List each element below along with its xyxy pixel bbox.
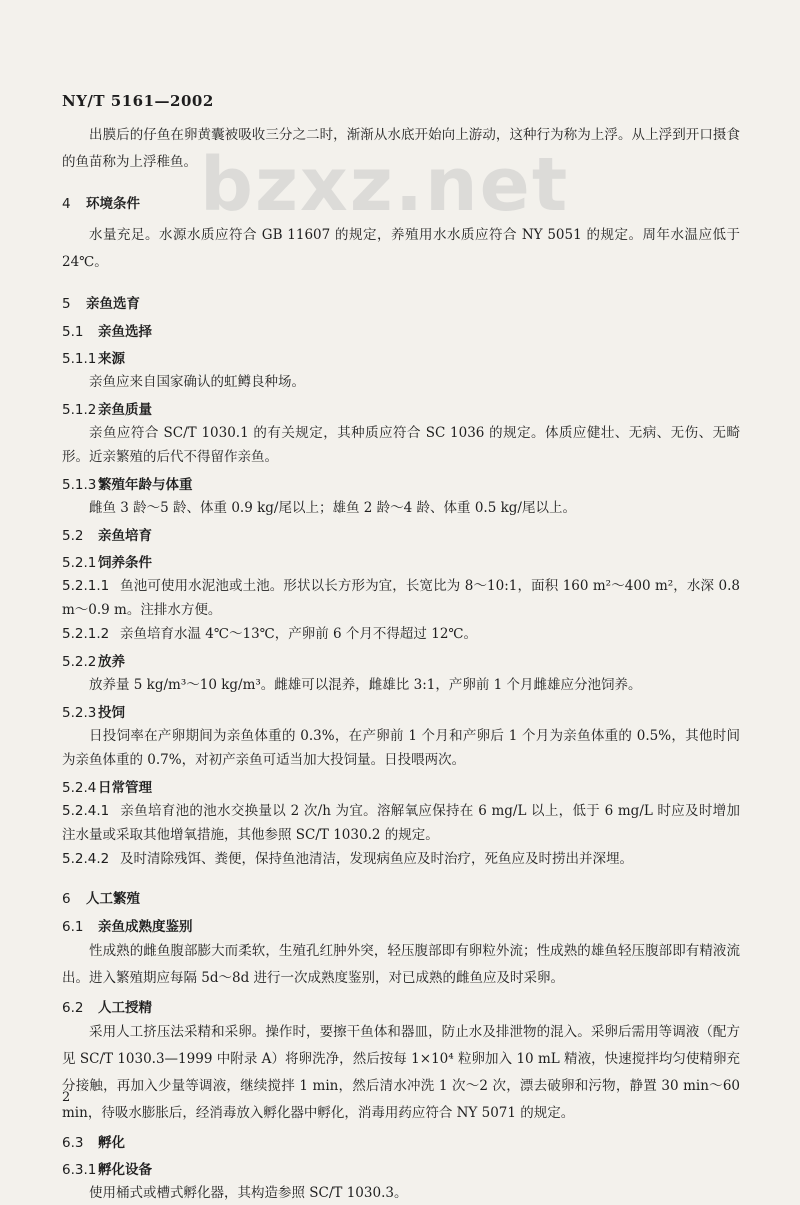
section-4-heading: 4 环境条件 xyxy=(62,196,140,212)
section-5-2-4-2: 5.2.4.2 及时清除残饵、粪便，保持鱼池清洁，发现病鱼应及时治疗，死鱼应及时捞出并深埋。 xyxy=(62,851,633,867)
section-6-1-text: 性成熟的雌鱼腹部膨大而柔软，生殖孔红肿外突，轻压腹部即有卵粒外流；性成熟的雄鱼轻压腹部即有精液流出。进入繁殖期应每隔 5d～8d 进行一次成熟度鉴别，对已成熟的雌鱼应及时采卵。 xyxy=(62,943,740,986)
intro-paragraph: 出膜后的仔鱼在卵黄囊被吸收三分之二时，渐渐从水底开始向上游动，这种行为称为上浮。从上浮到开口摄食的鱼苗称为上浮稚鱼。 xyxy=(62,127,740,170)
section-5-2-1-2: 5.2.1.2 亲鱼培育水温 4℃～13℃，产卵前 6 个月不得超过 12℃。 xyxy=(62,626,478,642)
section-5-2-4-heading: 5.2.4 日常管理 xyxy=(62,780,152,796)
section-4-text: 水量充足。水源水质应符合 GB 11607 的规定，养殖用水水质应符合 NY 5051 的规定。周年水温应低于 24℃。 xyxy=(62,227,740,270)
watermark: bzxz.net xyxy=(200,142,570,228)
section-5-1-1-text: 亲鱼应来自国家确认的虹鳟良种场。 xyxy=(89,374,305,390)
section-5-1-3-text: 雌鱼 3 龄～5 龄、体重 0.9 kg/尾以上；雄鱼 2 龄～4 龄、体重 0.5 kg/尾以上。 xyxy=(89,500,576,516)
section-5-1-2-text: 亲鱼应符合 SC/T 1030.1 的有关规定，其种质应符合 SC 1036 的规定。体质应健壮、无病、无伤、无畸形。近亲繁殖的后代不得留作亲鱼。 xyxy=(62,425,740,465)
section-5-2-1-1: 5.2.1.1 鱼池可使用水泥池或土池。形状以长方形为宜，长宽比为 8～10:1，面积 160 m²～400 m²，水深 0.8 m～0.9 m。注排水方便。 xyxy=(62,578,740,618)
section-6-3-1-text: 使用桶式或槽式孵化器，其构造参照 SC/T 1030.3。 xyxy=(89,1185,408,1201)
section-5-heading: 5 亲鱼选育 xyxy=(62,296,140,312)
section-5-2-4-1: 5.2.4.1 亲鱼培育池的池水交换量以 2 次/h 为宜。溶解氧应保持在 6 mg/L 以上，低于 6 mg/L 时应及时增加注水量或采取其他增氧措施，其他参照 SC/T 1030.2 的规定。 xyxy=(62,803,740,843)
section-5-1-1-heading: 5.1.1 来源 xyxy=(62,351,125,367)
section-6-heading: 6 人工繁殖 xyxy=(62,891,140,907)
section-5-2-1-heading: 5.2.1 饲养条件 xyxy=(62,555,152,571)
document-body xyxy=(62,122,740,1205)
section-6-3-heading: 6.3 孵化 xyxy=(62,1135,125,1151)
page-number: 2 xyxy=(62,1090,71,1105)
section-5-2-heading: 5.2 亲鱼培育 xyxy=(62,528,152,544)
section-5-2-2-text: 放养量 5 kg/m³～10 kg/m³。雌雄可以混养，雌雄比 3:1，产卵前 1 个月雌雄应分池饲养。 xyxy=(89,677,642,693)
section-6-3-1-heading: 6.3.1 孵化设备 xyxy=(62,1162,152,1178)
section-5-2-2-heading: 5.2.2 放养 xyxy=(62,654,125,670)
section-5-1-3-heading: 5.1.3 繁殖年龄与体重 xyxy=(62,477,193,493)
section-6-2-text: 采用人工挤压法采精和采卵。操作时，要擦干鱼体和器皿，防止水及排泄物的混入。采卵后需用等调液（配方见 SC/T 1030.3—1999 中附录 A）将卵洗净，然后按每 1×10⁴ 粒卵加入 10 mL 精液，快速搅拌均匀使精卵充分接触，再加入少量等调液，继续搅拌 1 min，然后清水冲洗 1 次～2 次，漂去破卵和污物，静置 30 min～60 min，待吸水膨胀后，经消毒放入孵化器中孵化，消毒用药应符合 NY 5071 的规定。 xyxy=(62,1024,740,1121)
standard-number-header: NY/T 5161—2002 xyxy=(62,92,214,110)
section-5-1-heading: 5.1 亲鱼选择 xyxy=(62,324,152,340)
section-5-2-3-text: 日投饲率在产卵期间为亲鱼体重的 0.3%，在产卵前 1 个月和产卵后 1 个月为亲鱼体重的 0.5%，其他时间为亲鱼体重的 0.7%，对初产亲鱼可适当加大投饲量。日投喂两次。 xyxy=(62,728,740,768)
section-5-2-3-heading: 5.2.3 投饲 xyxy=(62,705,125,721)
section-5-1-2-heading: 5.1.2 亲鱼质量 xyxy=(62,402,152,418)
section-6-2-heading: 6.2 人工授精 xyxy=(62,1000,152,1016)
section-6-1-heading: 6.1 亲鱼成熟度鉴别 xyxy=(62,919,193,935)
